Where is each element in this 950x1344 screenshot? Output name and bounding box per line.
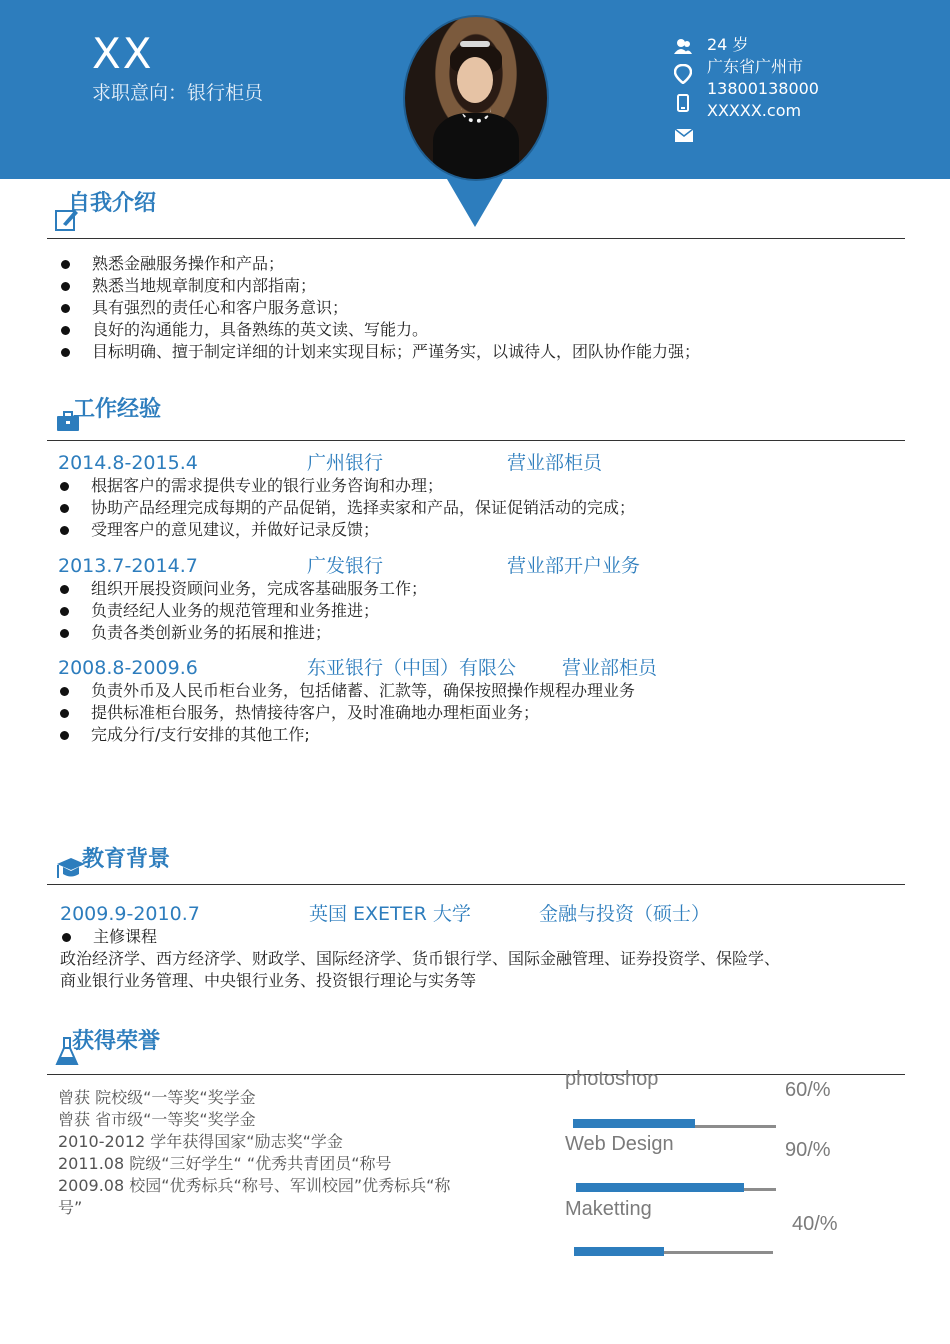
edu-school: 英国 EXETER 大学 [309, 903, 471, 925]
list-item: 具有强烈的责任心和客户服务意识； [58, 297, 700, 319]
list-item: 负责外币及人民币柜台业务，包括储蓄、汇款等，确保按照操作规程办理业务 [57, 680, 635, 702]
avatar [403, 15, 549, 181]
section-divider [47, 238, 905, 239]
section-title-honors: 获得荣誉 [72, 1029, 161, 1054]
skill-percent: 60/% [785, 1079, 831, 1101]
skill-percent: 90/% [785, 1139, 831, 1161]
candidate-name: XX [92, 29, 154, 78]
skill-bar-fill [574, 1247, 664, 1256]
skill-name: Maketting [565, 1198, 652, 1220]
honor-item: 2010-2012 学年获得国家“励志奖“学金 [58, 1132, 343, 1151]
job-company: 东亚银行（中国）有限公 [307, 657, 517, 679]
skill-percent: 40/% [792, 1213, 838, 1235]
list-item: 负责各类创新业务的拓展和推进； [57, 622, 427, 644]
edu-period: 2009.9-2010.7 [60, 903, 200, 925]
honor-item: 2009.08 校园“优秀标兵“称号、军训校园”优秀标兵“称 [58, 1176, 451, 1195]
list-item: 负责经纪人业务的规范管理和业务推进； [57, 600, 427, 622]
job-period: 2008.8-2009.6 [58, 657, 198, 679]
job-position: 营业部柜员 [562, 657, 658, 679]
skill-bar-fill [576, 1183, 744, 1192]
list-item: 主修课程 [59, 926, 157, 948]
job-position: 营业部开户业务 [507, 555, 641, 577]
job-intent: 求职意向：银行柜员 [92, 82, 264, 104]
email-text: XXXXX.com [707, 101, 802, 120]
skill-bar [574, 1247, 773, 1257]
section-title-work: 工作经验 [73, 397, 162, 422]
list-item: 根据客户的需求提供专业的银行业务咨询和办理； [57, 475, 635, 497]
list-item: 完成分行/支行安排的其他工作; [57, 724, 635, 746]
job-duties [57, 680, 635, 746]
skill-bar [576, 1183, 776, 1193]
age-text: 24 岁 [707, 35, 749, 54]
section-divider [47, 1074, 905, 1075]
list-item: 目标明确、擅于制定详细的计划来实现目标；严谨务实，以诚待人，团队协作能力强； [58, 341, 700, 363]
course-heading [59, 926, 157, 948]
edu-major: 金融与投资（硕士） [539, 903, 711, 925]
job-position: 营业部柜员 [507, 452, 603, 474]
skill-name: Web Design [565, 1133, 674, 1155]
list-item: 良好的沟通能力，具备熟练的英文读、写能力。 [58, 319, 700, 341]
header-pointer [447, 179, 503, 227]
section-divider [47, 884, 905, 885]
honor-item: 号” [58, 1198, 83, 1217]
honor-item: 曾获 省市级“一等奖“奖学金 [58, 1110, 256, 1129]
courses-line: 政治经济学、西方经济学、财政学、国际经济学、货币银行学、国际金融管理、证券投资学、保险学、 [60, 949, 781, 968]
job-company: 广州银行 [307, 452, 384, 474]
list-item: 熟悉金融服务操作和产品； [58, 253, 700, 275]
job-period: 2013.7-2014.7 [58, 555, 198, 577]
section-title-education: 教育背景 [82, 847, 171, 872]
job-duties [57, 578, 427, 644]
list-item: 协助产品经理完成每期的产品促销，选择卖家和产品，保证促销活动的完成； [57, 497, 635, 519]
phone-text: 13800138000 [707, 79, 819, 98]
list-item: 组织开展投资顾问业务，完成客基础服务工作； [57, 578, 427, 600]
location-text: 广东省广州市 [707, 57, 804, 76]
job-duties [57, 475, 635, 541]
section-title-self-intro: 自我介绍 [68, 191, 157, 216]
list-item: 受理客户的意见建议，并做好记录反馈； [57, 519, 635, 541]
job-company: 广发银行 [307, 555, 384, 577]
people-icon [674, 38, 692, 54]
phone-icon [677, 94, 689, 112]
skill-name: photoshop [565, 1068, 659, 1090]
list-item: 熟悉当地规章制度和内部指南； [58, 275, 700, 297]
self-intro-list [58, 253, 700, 363]
list-item: 提供标准柜台服务，热情接待客户，及时准确地办理柜面业务； [57, 702, 635, 724]
courses-line: 商业银行业务管理、中央银行业务、投资银行理论与实务等 [60, 971, 477, 990]
honor-item: 曾获 院校级“一等奖“奖学金 [58, 1088, 256, 1107]
skill-bar-fill [573, 1119, 695, 1128]
skill-bar [573, 1119, 776, 1129]
section-divider [47, 440, 905, 441]
envelope-icon [675, 129, 693, 142]
job-period: 2014.8-2015.4 [58, 452, 198, 474]
location-pin-icon [674, 64, 692, 84]
honor-item: 2011.08 院级“三好学生“ “优秀共青团员“称号 [58, 1154, 392, 1173]
